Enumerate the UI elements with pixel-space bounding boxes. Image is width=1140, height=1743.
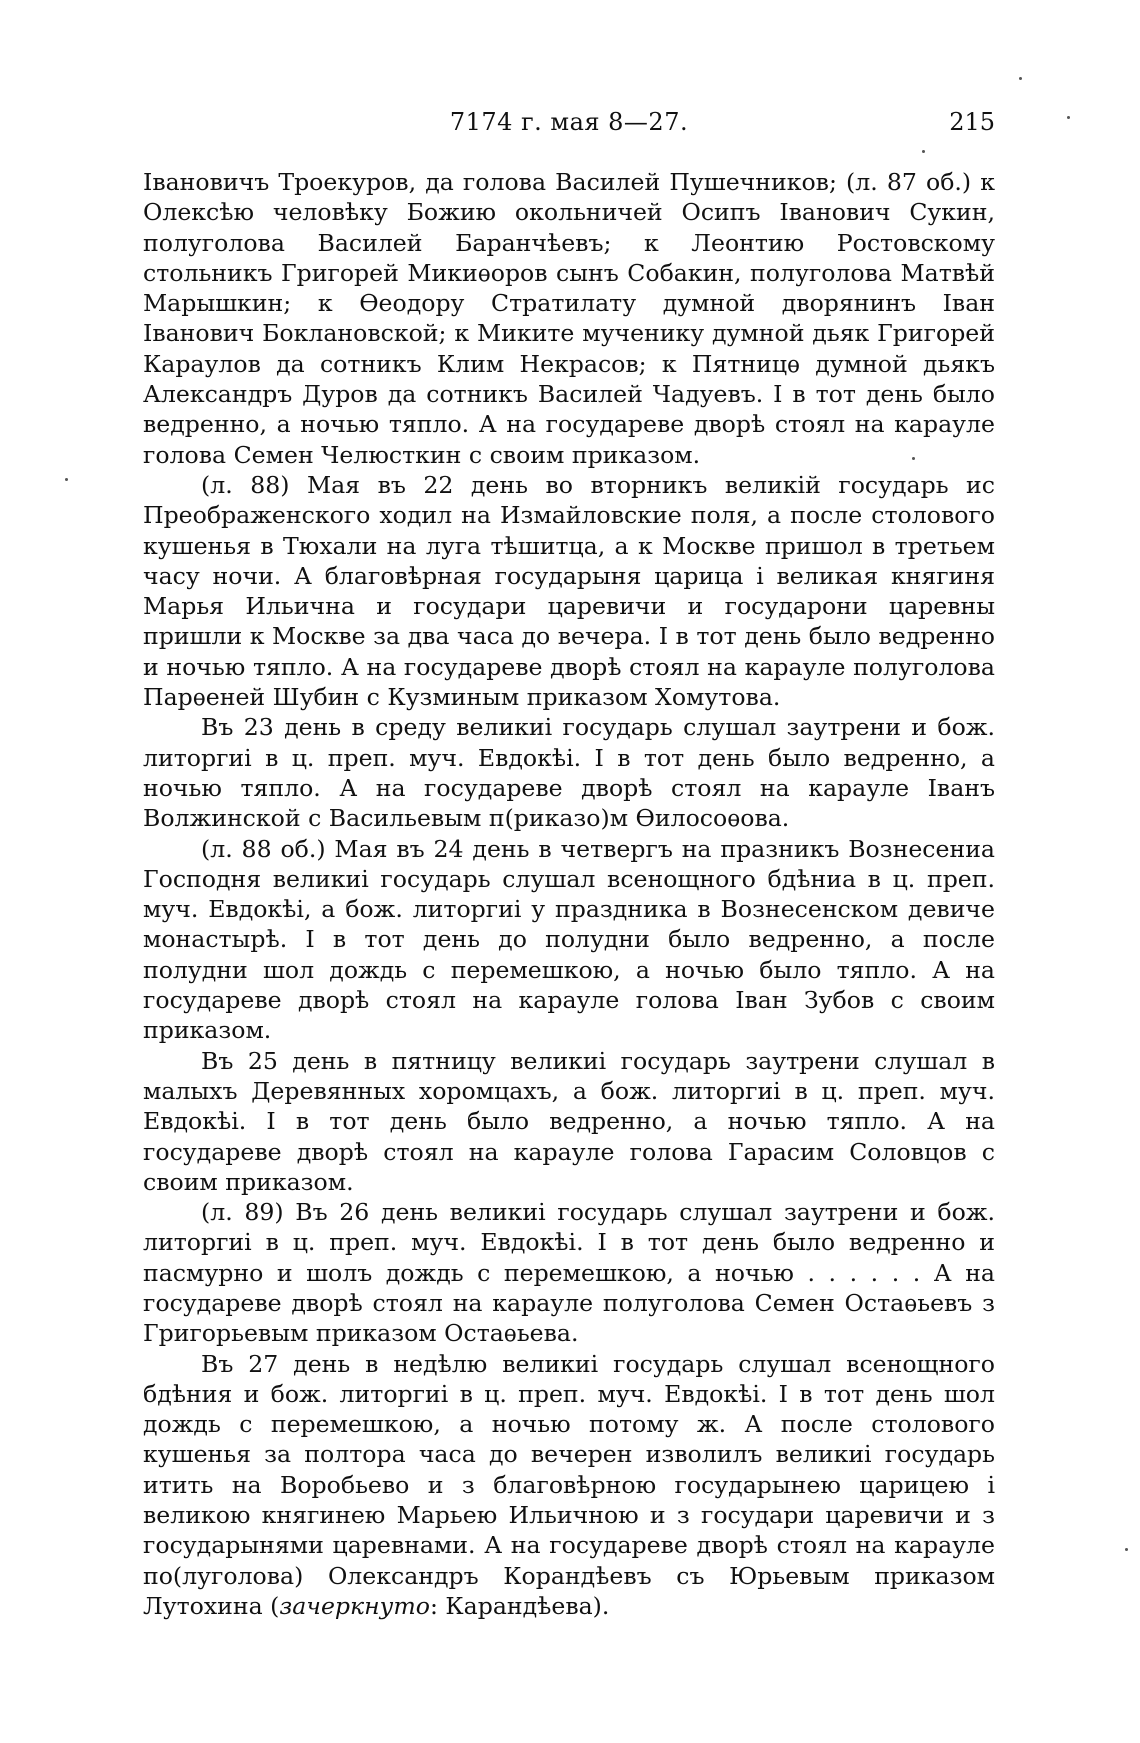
paragraph-1: Івановичъ Троекуров, да голова Василей Пушечников; (л. 87 об.) к Олексѣю человѣку Божию окольничей Осипъ Іванович Сукин, полуголова Василей Баранчѣевъ; к Леонтию Ростовскому стольникъ Григорей Микиѳоров сынъ Собакин, полуголова Матвѣй Марышкин; к Ѳеодору Стратилату думной дворянинъ Іван Іванович Боклановской; к Миките мученику думной дьяк Григорей Караулов да сотникъ Клим Некрасов; к Пятницѳ думной дьякъ Александръ Дуров да сотникъ Василей Чадуевъ. І в тот день было ведренно, а ночью тяпло. А на государеве дворѣ стоял на карауле голова Семен Челюсткин с своим приказом. [143,168,995,469]
scan-speck [65,478,68,481]
paragraph-5: Въ 25 день в пятницу великиі государь заутрени слушал в малыхъ Деревянных хоромцахъ, а бож. литоргиі в ц. преп. муч. Евдокѣі. І в тот день было ведренно, а ночью тяпло. А на государеве дворѣ стоял на карауле голова Гарасим Соловцов с своим приказом. [143,1046,995,1196]
editorial-note-italic: зачеркнуто [279,1591,430,1620]
paragraph-3: Въ 23 день в среду великиі государь слушал заутрени и бож. литоргиі в ц. преп. муч. Евдокѣі. І в тот день было ведренно, а ночью тяпло. А на государеве дворѣ стоял на карауле Іванъ Волжинской с Васильевым п(риказо)м Ѳилосоѳова. [143,713,995,833]
paragraph-6: (л. 89) Въ 26 день великиі государь слушал заутрени и бож. литоргиі в ц. преп. муч. Евдокѣі. І в тот день было ведренно и пасмурно и шолъ дождь с перемешкою, а ночью . . . . . . А на государеве дворѣ стоял на карауле полуголова Семен Остаѳьевъ з Григорьевым приказом Остаѳьева. [143,1198,995,1348]
scan-speck [922,150,925,153]
scan-speck [1125,1548,1128,1551]
page-header [143,108,995,148]
running-title: 7174 г. мая 8—27. [449,108,689,136]
paragraph-2: (л. 88) Мая въ 22 день во вторникъ великій государь ис Преображенского ходил на Измайловские поля, а после столового кушенья в Тюхали на луга тѣшитца, а к Москве пришол в третьем часу ночи. А благовѣрная государыня царица і великая княгиня Марья Ильична и государи царевичи и государони царевны пришли к Москве за два часа до вечера. І в тот день было ведренно и ночью тяпло. А на государеве дворѣ стоял на карауле полуголова Парѳеней Шубин с Кузминым приказом Хомутова. [143,470,995,712]
scan-speck [1067,116,1070,119]
scan-speck [1019,77,1022,80]
paragraph-7-text: Въ 27 день в недѣлю великиі государь слушал всенощного бдѣния и бож. литоргиі в ц. преп. муч. Евдокѣі. І в тот день шол дождь с перемешкою, а ночью потому ж. А после столового кушенья за полтора часа до вечерен изволилъ великиі государь итить на Воробьево и з благовѣрною государынею царицею і великою княгинею Марьею Ильичною и з государи царевичи и з государынями царевнами. А на государеве дворѣ стоял на карауле по(луголова) Олександръ Корандѣевъ съ Юрьевым приказом Лутохина ( [143,1349,995,1620]
scan-speck [912,457,915,460]
body-text [143,167,995,1621]
page-number: 215 [949,108,995,136]
paragraph-4: (л. 88 об.) Мая въ 24 день в четвергъ на празникъ Вознесениа Господня великиі государь слушал всенощного бдѣниа в ц. преп. муч. Евдокѣі, а бож. литоргиі у праздника в Вознесенском девиче монастырѣ. І в тот день до полудни было ведренно, а после полудни шол дождь с перемешкою, а ночью было тяпло. А на государеве дворѣ стоял на карауле голова Іван Зубов с своим приказом. [143,834,995,1045]
paragraph-7-end: : Карандѣева). [429,1591,610,1620]
paragraph-7 [143,1349,995,1622]
